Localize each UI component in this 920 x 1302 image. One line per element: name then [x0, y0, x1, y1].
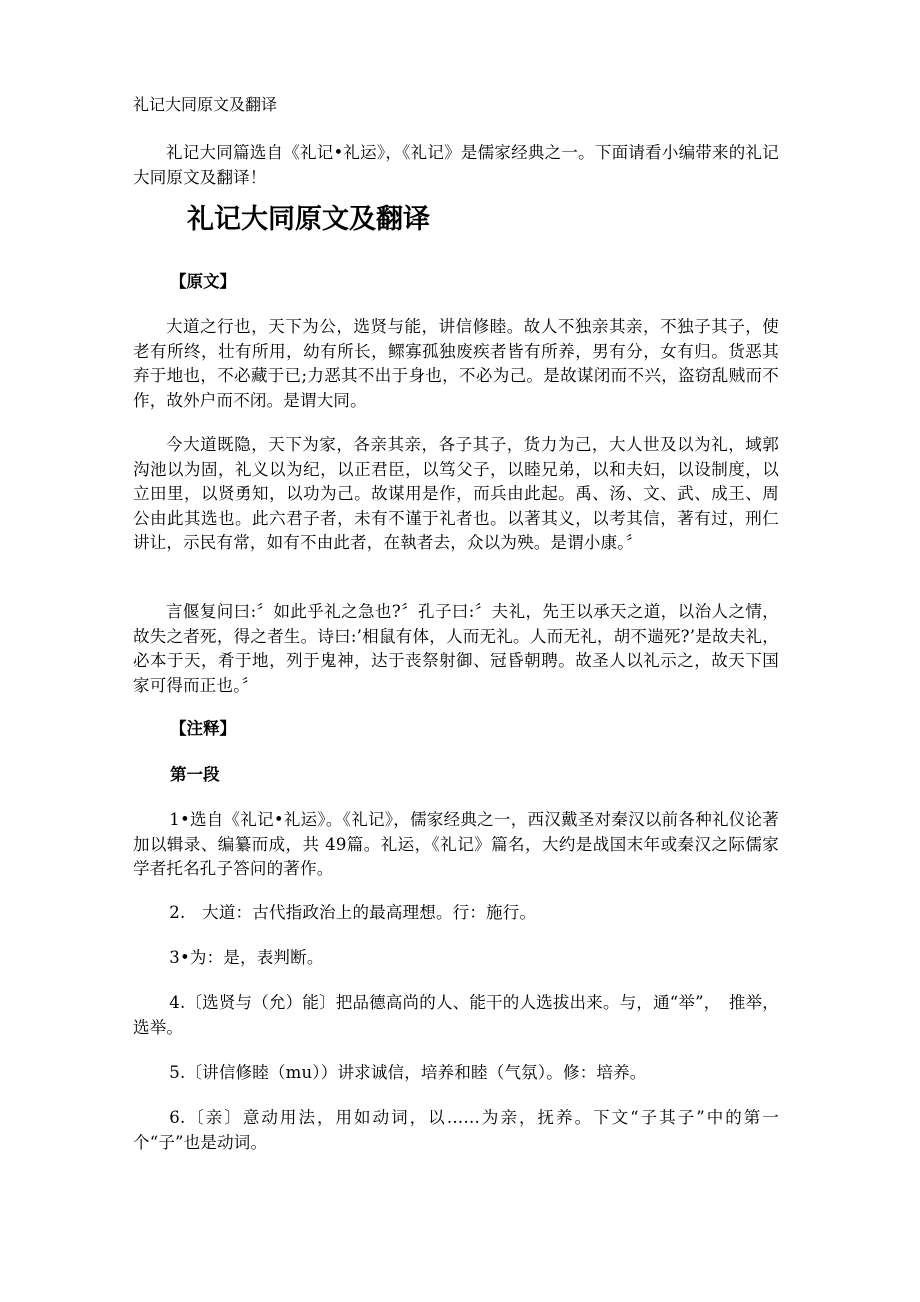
notes-subsection-label: 第一段 — [170, 765, 220, 784]
original-paragraph-2: 今大道既隐，天下为家，各亲其亲，各子其子，货力为己，大人世及以为礼，域郭沟池以为固，礼义以为纪，以正君臣，以笃父子，以睦兄弟，以和夫妇，以设制度，以立田里，以贤勇知，以功为己。故谋用是作，而兵由此起。禹、汤、文、武、成王、周公由此其选也。此六君子者，未有不谨于礼者也。以著其义，以考其信，著有过，刑仁讲让，示民有常，如有不由此者，在執者去，众以为殃。是谓小康。〞 — [133, 435, 779, 552]
note-1: 1•选自《礼记•礼运》。《礼记》，儒家经典之一，西汉戴圣对秦汉以前各种礼仪论著加以辑录、编纂而成，共 49篇。礼运，《礼记》篇名，大约是战国末年或秦汉之际儒家学者托名孔子答问的著作。 — [133, 810, 779, 878]
note-5: 5.〔讲信修睦（mu））讲求诚信，培养和睦（气氛）。修：培养。 — [169, 1063, 647, 1082]
document-top-title: 礼记大同原文及翻译 — [133, 95, 278, 114]
note-2: 2. 大道：古代指政治上的最高理想。行：施行。 — [169, 903, 537, 922]
notes-section-label: 【注释】 — [170, 719, 236, 738]
original-paragraph-3: 言偃复问曰:〞如此乎礼之急也?〞孔子曰:〞夫礼，先王以承天之道，以治人之情，故失之者死，得之者生。诗曰:’相鼠有体，人而无礼。人而无礼，胡不遄死?’是故夫礼，必本于天，肴于地，列于鬼神，达于丧祭射御、冠昏朝聘。故圣人以礼示之，故天下国家可得而正也。〞 — [133, 602, 779, 695]
note-3: 3•为：是，表判断。 — [169, 948, 324, 967]
note-6: 6.〔亲〕意动用法，用如动词，以……为亲，抚养。下文“子其子”中的第一个“子”也是动词。 — [133, 1108, 779, 1152]
note-4: 4.〔选贤与（允）能〕把品德高尚的人、能干的人选拔出来。与，通“举”， 推举，选举。 — [133, 993, 779, 1037]
main-heading: 礼记大同原文及翻译 — [187, 204, 430, 235]
intro-paragraph: 礼记大同篇选自《礼记•礼运》，《礼记》是儒家经典之一。下面请看小编带来的礼记大同原文及翻译！ — [133, 143, 779, 187]
original-section-label: 【原文】 — [170, 272, 236, 291]
original-paragraph-1: 大道之行也，天下为公，选贤与能，讲信修睦。故人不独亲其亲，不独子其子，使老有所终，壮有所用，幼有所长，鳏寡孤独废疾者皆有所养，男有分，女有归。货恶其弃于地也，不必藏于已;力恶其不出于身也，不必为己。是故谋闭而不兴，盗窃乱贼而不作，故外户而不闭。是谓大同。 — [133, 317, 779, 410]
